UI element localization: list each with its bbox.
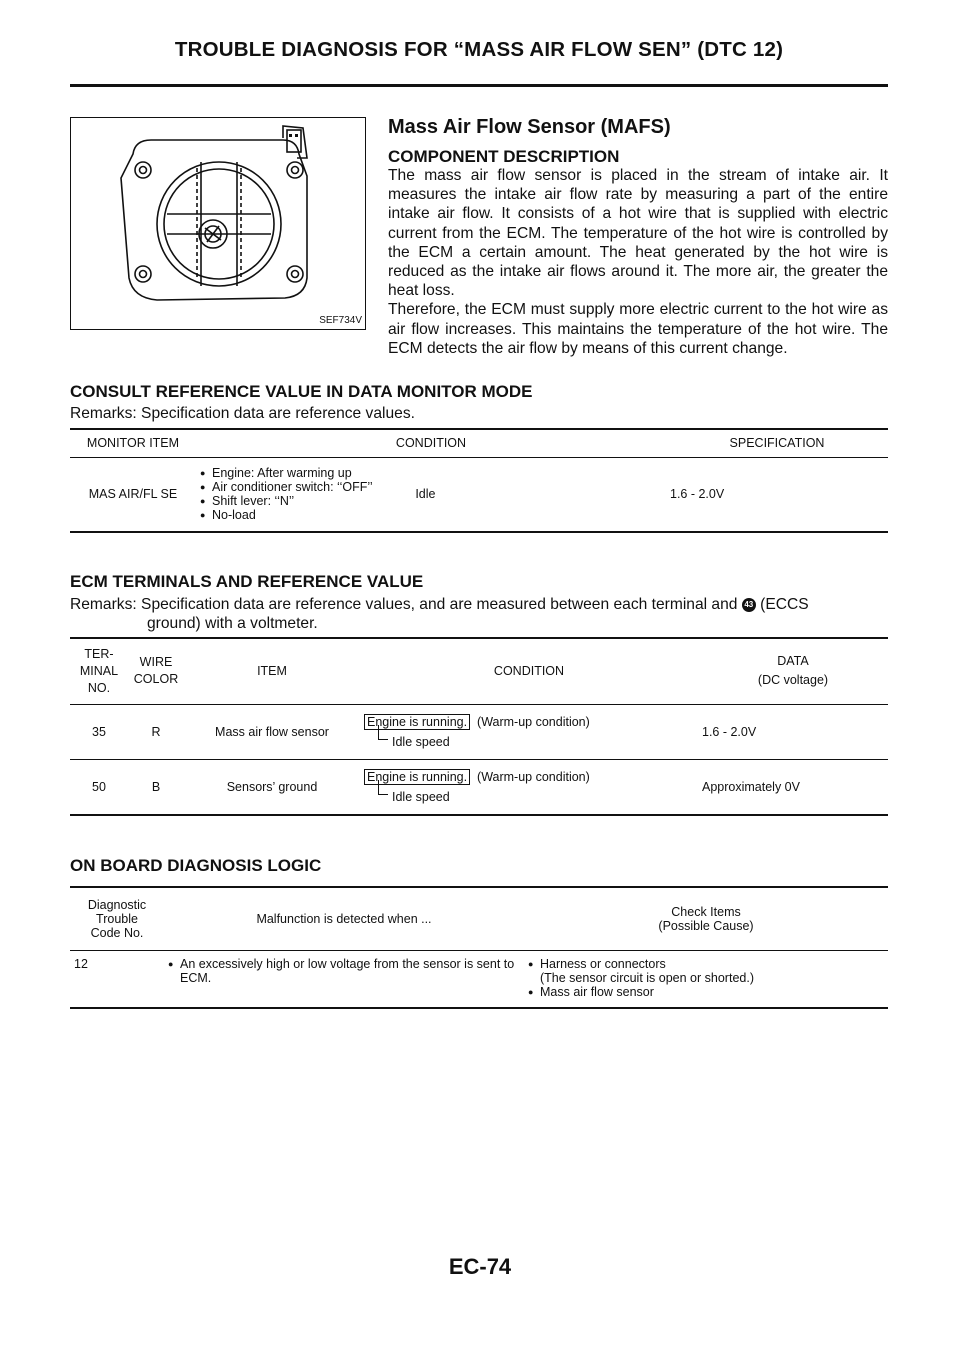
header-line: Trouble — [96, 911, 138, 926]
header-line: Diagnostic — [87, 897, 147, 912]
page-number: EC-74 — [448, 1254, 512, 1279]
table-row — [70, 950, 888, 1008]
condition-item: ● Shift lever: ‘‘N’’ — [200, 494, 407, 508]
ecm-remarks-text: Remarks: Specification data are reference values, and are measured between each terminal and — [70, 596, 738, 613]
condition-note: (Warm-up condition) — [477, 714, 590, 729]
condition-item: ● Air conditioner switch: ‘‘OFF’’ — [200, 480, 407, 494]
header-line: (Possible Cause) — [658, 918, 754, 933]
consult-table-bottom-rule — [70, 531, 888, 533]
obd-table-header — [70, 888, 888, 950]
condition-line — [364, 715, 694, 729]
condition-sub: Idle speed — [364, 790, 694, 804]
col-check-items — [524, 888, 888, 950]
terminal-no: 50 — [92, 779, 106, 794]
component-description-heading: COMPONENT DESCRIPTION — [388, 147, 620, 166]
col-condition: CONDITION — [395, 436, 467, 451]
check-item: ● Mass air flow sensor — [528, 985, 884, 999]
condition-note: (Warm-up condition) — [477, 769, 590, 784]
check-item — [528, 957, 884, 985]
wire-color: R — [151, 724, 161, 739]
obd-table — [70, 888, 888, 1008]
ecm-terminal-table — [70, 639, 888, 814]
header-line: WIRE — [139, 655, 173, 670]
obd-heading: ON BOARD DIAGNOSIS LOGIC — [70, 856, 322, 875]
check-item-text: Harness or connectors — [540, 956, 666, 971]
description-paragraph-1: The mass air flow sensor is placed in the stream of intake air. It measures the intake air flow rate by measuring a part of the entire intake air flow. It consists of a hot wire that is supplied with electric current from the ECM. The temperature of the hot wire is controlled by the ECM a certain amount. The heat generated by the hot wire is reduced as the intake air flows around it. The more air, the greater the heat loss. — [388, 167, 888, 300]
col-condition: CONDITION — [493, 664, 565, 679]
header-line: (DC voltage) — [757, 673, 829, 688]
condition-item: ● No-load — [200, 508, 407, 522]
terminal-no: 35 — [92, 724, 106, 739]
page-header-title: TROUBLE DIAGNOSIS FOR “MASS AIR FLOW SEN” (DTC 12) — [174, 38, 784, 61]
specification-value: 1.6 - 2.0V — [670, 487, 725, 502]
sensor-figure — [70, 117, 366, 330]
condition-cell — [360, 704, 698, 759]
item-name: Sensors’ ground — [226, 779, 318, 794]
condition-box: Engine is running. — [364, 714, 470, 730]
data-value: Approximately 0V — [702, 779, 800, 794]
figure-label: SEF734V — [319, 315, 362, 326]
col-monitor-item: MONITOR ITEM — [86, 436, 180, 451]
consult-remarks: Remarks: Specification data are reference values. — [70, 405, 415, 422]
ecm-remarks-end: (ECCS — [760, 596, 809, 613]
check-items-cell — [524, 950, 888, 1008]
header-line: Code No. — [90, 925, 144, 940]
description-paragraph-2: Therefore, the ECM must supply more electric current to the hot wire as air flow increases. This maintains the temperature of the hot wire. The ECM detects the air flow by means of this current change. — [388, 301, 888, 357]
malfunction-cell — [164, 950, 524, 1008]
header-line: TER- — [84, 646, 114, 661]
mass-air-flow-sensor-illustration — [71, 118, 365, 329]
col-wire-color — [128, 639, 184, 704]
condition-cell — [360, 759, 698, 814]
header-rule — [70, 84, 888, 87]
check-item-note: (The sensor circuit is open or shorted.) — [540, 970, 754, 985]
condition-sub: Idle speed — [364, 735, 694, 749]
component-description-text — [388, 166, 888, 358]
malfunction-list — [168, 957, 520, 985]
table-row — [70, 759, 888, 814]
malfunction-item: ● An excessively high or low voltage from the sensor is sent to ECM. — [168, 957, 520, 985]
condition-line — [364, 770, 694, 784]
table-row — [70, 704, 888, 759]
condition-state: Idle — [415, 487, 436, 502]
obd-table-bottom-rule — [70, 1007, 888, 1009]
dtc-code: 12 — [74, 956, 88, 971]
col-specification: SPECIFICATION — [729, 436, 825, 451]
item-name: Mass air flow sensor — [215, 724, 329, 739]
monitor-item: MAS AIR/FL SE — [88, 487, 178, 502]
col-terminal-no — [70, 639, 128, 704]
consult-table — [70, 430, 888, 531]
ecm-table-header — [70, 639, 888, 704]
col-malfunction: Malfunction is detected when ... — [256, 911, 432, 926]
check-items-list — [528, 957, 884, 999]
section-title: Mass Air Flow Sensor (MAFS) — [388, 116, 671, 138]
condition-list-cell — [196, 457, 411, 531]
header-line: MINAL — [79, 663, 119, 678]
data-value: 1.6 - 2.0V — [702, 724, 757, 739]
header-line: DATA — [777, 654, 809, 669]
wire-color: B — [151, 779, 161, 794]
col-dtc — [70, 888, 164, 950]
ecm-heading: ECM TERMINALS AND REFERENCE VALUE — [70, 572, 424, 591]
ecm-remarks-line-1 — [70, 596, 890, 614]
consult-table-row — [70, 457, 888, 531]
col-item: ITEM — [257, 664, 287, 679]
ecm-table-bottom-rule — [70, 814, 888, 816]
consult-table-header — [70, 430, 888, 457]
header-line: NO. — [87, 680, 111, 695]
header-line: Check Items — [671, 904, 741, 919]
consult-heading: CONSULT REFERENCE VALUE IN DATA MONITOR MODE — [70, 382, 533, 401]
ground-terminal-icon: 43 — [742, 598, 756, 612]
condition-item: ● Engine: After warming up — [200, 466, 407, 480]
col-data — [698, 639, 888, 704]
condition-list — [200, 466, 407, 522]
condition-box: Engine is running. — [364, 769, 470, 785]
ecm-remarks-line-2: ground) with a voltmeter. — [147, 615, 318, 632]
header-line: COLOR — [133, 672, 179, 687]
